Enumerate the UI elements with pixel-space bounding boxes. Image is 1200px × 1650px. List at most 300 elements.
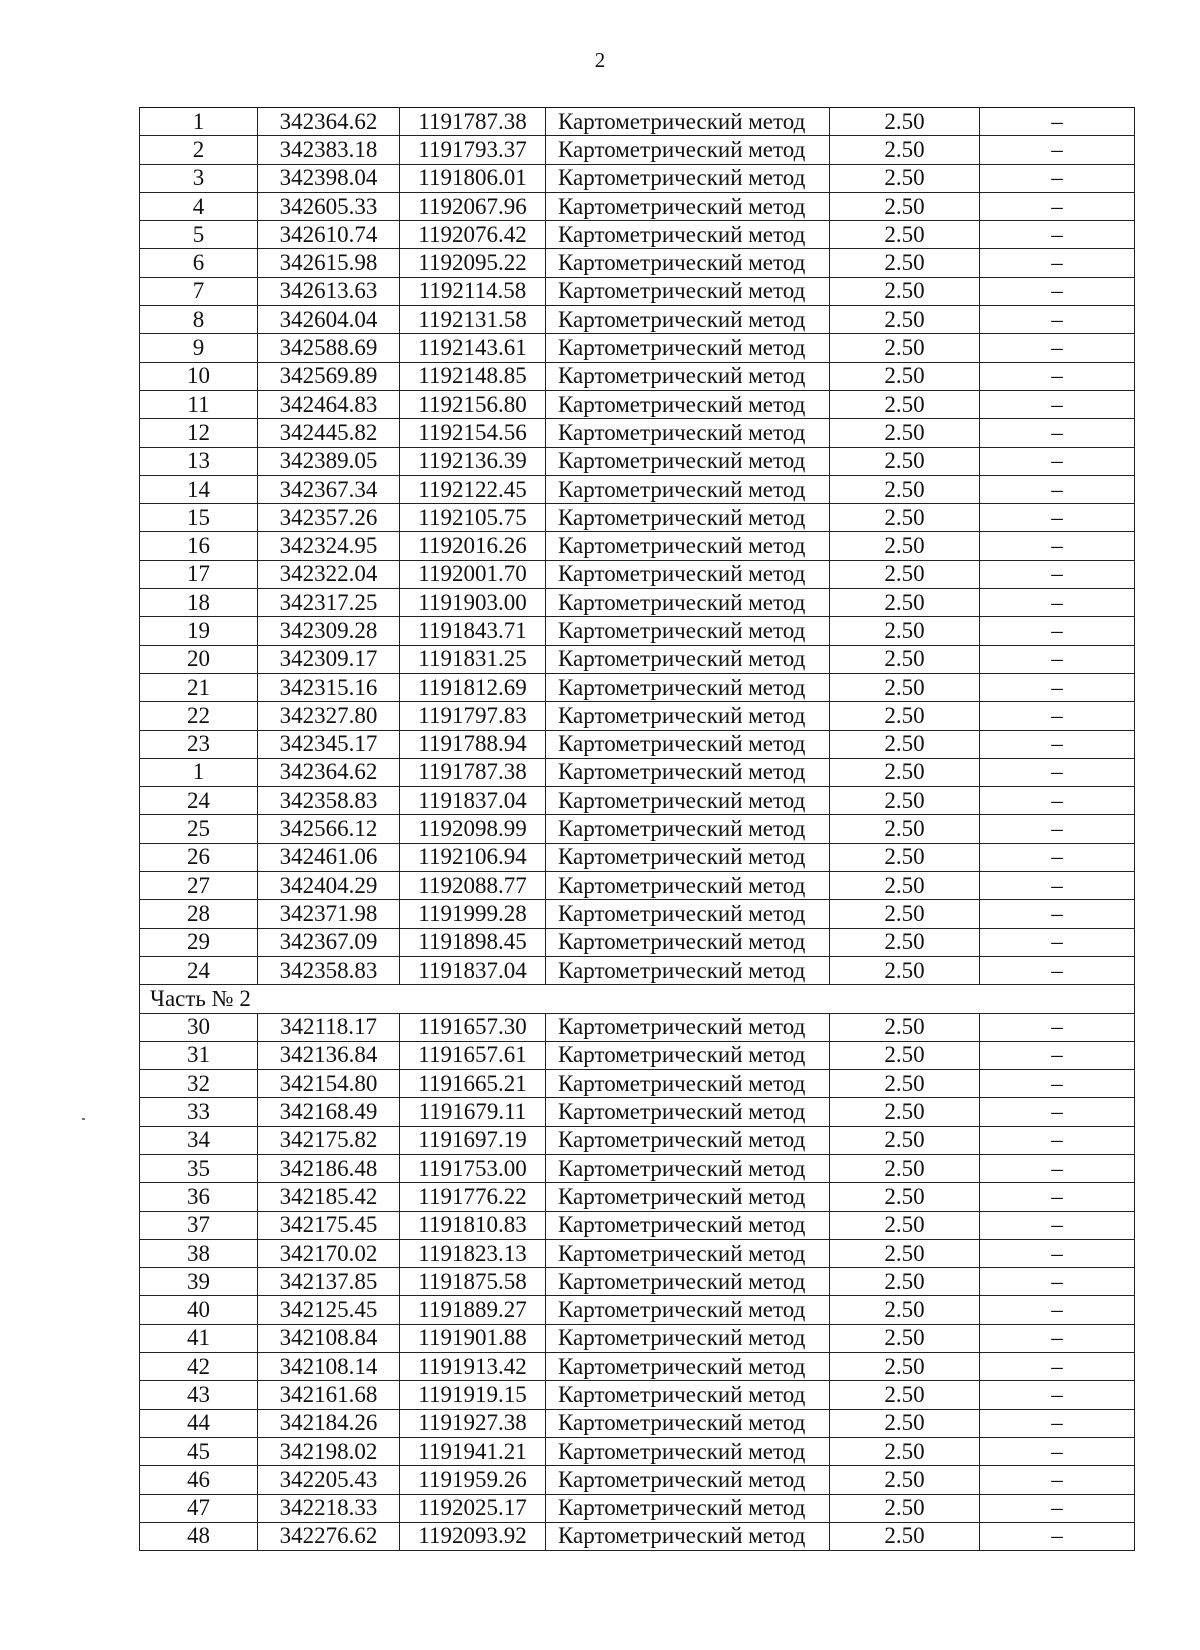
note-cell: – (980, 334, 1135, 362)
x-coordinate-cell: 342604.04 (258, 306, 400, 334)
note-cell: – (980, 1466, 1135, 1494)
table-row (140, 645, 1135, 673)
table-row (140, 136, 1135, 164)
table-row (140, 362, 1135, 390)
note-cell: – (980, 589, 1135, 617)
x-coordinate-cell: 342461.06 (258, 843, 400, 871)
method-cell: Картометрический метод (546, 1154, 830, 1182)
method-cell: Картометрический метод (546, 1409, 830, 1437)
accuracy-cell: 2.50 (830, 221, 980, 249)
point-number-cell: 15 (140, 504, 258, 532)
accuracy-cell: 2.50 (830, 900, 980, 928)
y-coordinate-cell: 1191806.01 (400, 164, 546, 192)
accuracy-cell: 2.50 (830, 560, 980, 588)
point-number-cell: 1 (140, 108, 258, 136)
note-cell: – (980, 815, 1135, 843)
method-cell: Картометрический метод (546, 249, 830, 277)
note-cell: – (980, 1409, 1135, 1437)
y-coordinate-cell: 1192067.96 (400, 192, 546, 220)
accuracy-cell: 2.50 (830, 758, 980, 786)
method-cell: Картометрический метод (546, 560, 830, 588)
point-number-cell: 13 (140, 447, 258, 475)
accuracy-cell: 2.50 (830, 1041, 980, 1069)
point-number-cell: 40 (140, 1296, 258, 1324)
y-coordinate-cell: 1191903.00 (400, 589, 546, 617)
method-cell: Картометрический метод (546, 1522, 830, 1550)
point-number-cell: 46 (140, 1466, 258, 1494)
method-cell: Картометрический метод (546, 390, 830, 418)
accuracy-cell: 2.50 (830, 475, 980, 503)
x-coordinate-cell: 342322.04 (258, 560, 400, 588)
x-coordinate-cell: 342175.45 (258, 1211, 400, 1239)
method-cell: Картометрический метод (546, 1041, 830, 1069)
x-coordinate-cell: 342185.42 (258, 1183, 400, 1211)
point-number-cell: 4 (140, 192, 258, 220)
method-cell: Картометрический метод (546, 589, 830, 617)
note-cell: – (980, 164, 1135, 192)
point-number-cell: 32 (140, 1070, 258, 1098)
table-row (140, 702, 1135, 730)
y-coordinate-cell: 1191797.83 (400, 702, 546, 730)
point-number-cell: 17 (140, 560, 258, 588)
method-cell: Картометрический метод (546, 702, 830, 730)
note-cell: – (980, 758, 1135, 786)
x-coordinate-cell: 342358.83 (258, 956, 400, 984)
method-cell: Картометрический метод (546, 815, 830, 843)
table-row (140, 1154, 1135, 1182)
point-number-cell: 43 (140, 1381, 258, 1409)
table-row (140, 277, 1135, 305)
method-cell: Картометрический метод (546, 1437, 830, 1465)
note-cell: – (980, 900, 1135, 928)
y-coordinate-cell: 1192076.42 (400, 221, 546, 249)
note-cell: – (980, 1126, 1135, 1154)
table-row (140, 1041, 1135, 1069)
y-coordinate-cell: 1191753.00 (400, 1154, 546, 1182)
y-coordinate-cell: 1191787.38 (400, 758, 546, 786)
table-row (140, 164, 1135, 192)
table-row (140, 900, 1135, 928)
y-coordinate-cell: 1191919.15 (400, 1381, 546, 1409)
accuracy-cell: 2.50 (830, 192, 980, 220)
table-row (140, 532, 1135, 560)
accuracy-cell: 2.50 (830, 1013, 980, 1041)
point-number-cell: 38 (140, 1239, 258, 1267)
accuracy-cell: 2.50 (830, 108, 980, 136)
note-cell: – (980, 673, 1135, 701)
accuracy-cell: 2.50 (830, 872, 980, 900)
y-coordinate-cell: 1192148.85 (400, 362, 546, 390)
accuracy-cell: 2.50 (830, 1154, 980, 1182)
x-coordinate-cell: 342569.89 (258, 362, 400, 390)
accuracy-cell: 2.50 (830, 1466, 980, 1494)
coordinates-table (139, 107, 1135, 1551)
note-cell: – (980, 1296, 1135, 1324)
x-coordinate-cell: 342184.26 (258, 1409, 400, 1437)
table-row (140, 758, 1135, 786)
point-number-cell: 9 (140, 334, 258, 362)
accuracy-cell: 2.50 (830, 645, 980, 673)
part-label: Часть № 2 (140, 985, 1135, 1013)
table-row (140, 730, 1135, 758)
note-cell: – (980, 221, 1135, 249)
note-cell: – (980, 249, 1135, 277)
method-cell: Картометрический метод (546, 192, 830, 220)
table-row (140, 192, 1135, 220)
table-row (140, 419, 1135, 447)
y-coordinate-cell: 1192095.22 (400, 249, 546, 277)
y-coordinate-cell: 1192016.26 (400, 532, 546, 560)
point-number-cell: 11 (140, 390, 258, 418)
table-row (140, 1098, 1135, 1126)
method-cell: Картометрический метод (546, 532, 830, 560)
note-cell: – (980, 956, 1135, 984)
note-cell: – (980, 1154, 1135, 1182)
y-coordinate-cell: 1191843.71 (400, 617, 546, 645)
x-coordinate-cell: 342404.29 (258, 872, 400, 900)
method-cell: Картометрический метод (546, 334, 830, 362)
x-coordinate-cell: 342136.84 (258, 1041, 400, 1069)
y-coordinate-cell: 1191901.88 (400, 1324, 546, 1352)
y-coordinate-cell: 1192105.75 (400, 504, 546, 532)
note-cell: – (980, 532, 1135, 560)
method-cell: Картометрический метод (546, 447, 830, 475)
x-coordinate-cell: 342605.33 (258, 192, 400, 220)
y-coordinate-cell: 1191812.69 (400, 673, 546, 701)
table-row (140, 1466, 1135, 1494)
accuracy-cell: 2.50 (830, 136, 980, 164)
note-cell: – (980, 843, 1135, 871)
method-cell: Картометрический метод (546, 843, 830, 871)
y-coordinate-cell: 1191999.28 (400, 900, 546, 928)
table-row (140, 1437, 1135, 1465)
x-coordinate-cell: 342383.18 (258, 136, 400, 164)
y-coordinate-cell: 1191810.83 (400, 1211, 546, 1239)
table-row (140, 872, 1135, 900)
method-cell: Картометрический метод (546, 108, 830, 136)
accuracy-cell: 2.50 (830, 1098, 980, 1126)
x-coordinate-cell: 342324.95 (258, 532, 400, 560)
method-cell: Картометрический метод (546, 1324, 830, 1352)
point-number-cell: 5 (140, 221, 258, 249)
method-cell: Картометрический метод (546, 362, 830, 390)
accuracy-cell: 2.50 (830, 1409, 980, 1437)
note-cell: – (980, 928, 1135, 956)
y-coordinate-cell: 1191831.25 (400, 645, 546, 673)
note-cell: – (980, 504, 1135, 532)
x-coordinate-cell: 342445.82 (258, 419, 400, 447)
accuracy-cell: 2.50 (830, 164, 980, 192)
method-cell: Картометрический метод (546, 164, 830, 192)
table-row (140, 1013, 1135, 1041)
note-cell: – (980, 1268, 1135, 1296)
x-coordinate-cell: 342357.26 (258, 504, 400, 532)
x-coordinate-cell: 342398.04 (258, 164, 400, 192)
point-number-cell: 21 (140, 673, 258, 701)
y-coordinate-cell: 1191788.94 (400, 730, 546, 758)
x-coordinate-cell: 342168.49 (258, 1098, 400, 1126)
note-cell: – (980, 1070, 1135, 1098)
point-number-cell: 8 (140, 306, 258, 334)
point-number-cell: 12 (140, 419, 258, 447)
table-row (140, 1070, 1135, 1098)
point-number-cell: 36 (140, 1183, 258, 1211)
point-number-cell: 42 (140, 1353, 258, 1381)
method-cell: Картометрический метод (546, 1183, 830, 1211)
y-coordinate-cell: 1191665.21 (400, 1070, 546, 1098)
note-cell: – (980, 108, 1135, 136)
y-coordinate-cell: 1192001.70 (400, 560, 546, 588)
table-row (140, 1353, 1135, 1381)
y-coordinate-cell: 1192156.80 (400, 390, 546, 418)
point-number-cell: 2 (140, 136, 258, 164)
point-number-cell: 10 (140, 362, 258, 390)
point-number-cell: 48 (140, 1522, 258, 1550)
accuracy-cell: 2.50 (830, 617, 980, 645)
coordinates-table-body (140, 108, 1135, 1551)
table-row (140, 1126, 1135, 1154)
point-number-cell: 28 (140, 900, 258, 928)
point-number-cell: 26 (140, 843, 258, 871)
note-cell: – (980, 1353, 1135, 1381)
table-row (140, 1211, 1135, 1239)
x-coordinate-cell: 342175.82 (258, 1126, 400, 1154)
y-coordinate-cell: 1191889.27 (400, 1296, 546, 1324)
table-row (140, 843, 1135, 871)
y-coordinate-cell: 1191793.37 (400, 136, 546, 164)
x-coordinate-cell: 342367.09 (258, 928, 400, 956)
method-cell: Картометрический метод (546, 1381, 830, 1409)
point-number-cell: 41 (140, 1324, 258, 1352)
y-coordinate-cell: 1192098.99 (400, 815, 546, 843)
table-row (140, 306, 1135, 334)
method-cell: Картометрический метод (546, 1239, 830, 1267)
x-coordinate-cell: 342389.05 (258, 447, 400, 475)
note-cell: – (980, 1183, 1135, 1211)
accuracy-cell: 2.50 (830, 532, 980, 560)
y-coordinate-cell: 1191898.45 (400, 928, 546, 956)
accuracy-cell: 2.50 (830, 1070, 980, 1098)
table-row (140, 1183, 1135, 1211)
point-number-cell: 24 (140, 956, 258, 984)
accuracy-cell: 2.50 (830, 362, 980, 390)
accuracy-cell: 2.50 (830, 1183, 980, 1211)
point-number-cell: 18 (140, 589, 258, 617)
y-coordinate-cell: 1191875.58 (400, 1268, 546, 1296)
x-coordinate-cell: 342615.98 (258, 249, 400, 277)
accuracy-cell: 2.50 (830, 1381, 980, 1409)
table-row (140, 249, 1135, 277)
accuracy-cell: 2.50 (830, 277, 980, 305)
x-coordinate-cell: 342108.14 (258, 1353, 400, 1381)
table-row (140, 1324, 1135, 1352)
point-number-cell: 23 (140, 730, 258, 758)
table-row (140, 1381, 1135, 1409)
note-cell: – (980, 1522, 1135, 1550)
x-coordinate-cell: 342125.45 (258, 1296, 400, 1324)
x-coordinate-cell: 342218.33 (258, 1494, 400, 1522)
x-coordinate-cell: 342198.02 (258, 1437, 400, 1465)
accuracy-cell: 2.50 (830, 787, 980, 815)
x-coordinate-cell: 342309.17 (258, 645, 400, 673)
accuracy-cell: 2.50 (830, 447, 980, 475)
y-coordinate-cell: 1192143.61 (400, 334, 546, 362)
note-cell: – (980, 872, 1135, 900)
table-row (140, 673, 1135, 701)
table-row (140, 390, 1135, 418)
method-cell: Картометрический метод (546, 475, 830, 503)
table-row (140, 815, 1135, 843)
table-row (140, 1296, 1135, 1324)
point-number-cell: 16 (140, 532, 258, 560)
accuracy-cell: 2.50 (830, 589, 980, 617)
point-number-cell: 47 (140, 1494, 258, 1522)
accuracy-cell: 2.50 (830, 702, 980, 730)
x-coordinate-cell: 342327.80 (258, 702, 400, 730)
method-cell: Картометрический метод (546, 306, 830, 334)
table-row (140, 475, 1135, 503)
y-coordinate-cell: 1192088.77 (400, 872, 546, 900)
method-cell: Картометрический метод (546, 956, 830, 984)
x-coordinate-cell: 342371.98 (258, 900, 400, 928)
x-coordinate-cell: 342137.85 (258, 1268, 400, 1296)
accuracy-cell: 2.50 (830, 1437, 980, 1465)
note-cell: – (980, 702, 1135, 730)
method-cell: Картометрический метод (546, 758, 830, 786)
accuracy-cell: 2.50 (830, 928, 980, 956)
x-coordinate-cell: 342161.68 (258, 1381, 400, 1409)
method-cell: Картометрический метод (546, 1494, 830, 1522)
y-coordinate-cell: 1191776.22 (400, 1183, 546, 1211)
accuracy-cell: 2.50 (830, 1522, 980, 1550)
table-row (140, 560, 1135, 588)
note-cell: – (980, 192, 1135, 220)
method-cell: Картометрический метод (546, 136, 830, 164)
method-cell: Картометрический метод (546, 277, 830, 305)
x-coordinate-cell: 342464.83 (258, 390, 400, 418)
accuracy-cell: 2.50 (830, 306, 980, 334)
point-number-cell: 30 (140, 1013, 258, 1041)
x-coordinate-cell: 342205.43 (258, 1466, 400, 1494)
y-coordinate-cell: 1191657.61 (400, 1041, 546, 1069)
x-coordinate-cell: 342170.02 (258, 1239, 400, 1267)
x-coordinate-cell: 342358.83 (258, 787, 400, 815)
note-cell: – (980, 1381, 1135, 1409)
accuracy-cell: 2.50 (830, 1211, 980, 1239)
note-cell: – (980, 475, 1135, 503)
table-row (140, 221, 1135, 249)
method-cell: Картометрический метод (546, 1466, 830, 1494)
x-coordinate-cell: 342186.48 (258, 1154, 400, 1182)
method-cell: Картометрический метод (546, 617, 830, 645)
note-cell: – (980, 787, 1135, 815)
point-number-cell: 25 (140, 815, 258, 843)
y-coordinate-cell: 1192131.58 (400, 306, 546, 334)
note-cell: – (980, 1324, 1135, 1352)
table-row (140, 504, 1135, 532)
accuracy-cell: 2.50 (830, 419, 980, 447)
method-cell: Картометрический метод (546, 221, 830, 249)
note-cell: – (980, 447, 1135, 475)
y-coordinate-cell: 1191941.21 (400, 1437, 546, 1465)
accuracy-cell: 2.50 (830, 1353, 980, 1381)
y-coordinate-cell: 1191823.13 (400, 1239, 546, 1267)
x-coordinate-cell: 342367.34 (258, 475, 400, 503)
point-number-cell: 33 (140, 1098, 258, 1126)
note-cell: – (980, 136, 1135, 164)
method-cell: Картометрический метод (546, 1013, 830, 1041)
table-row (140, 1494, 1135, 1522)
note-cell: – (980, 560, 1135, 588)
method-cell: Картометрический метод (546, 928, 830, 956)
table-row (140, 447, 1135, 475)
point-number-cell: 7 (140, 277, 258, 305)
method-cell: Картометрический метод (546, 1098, 830, 1126)
y-coordinate-cell: 1192025.17 (400, 1494, 546, 1522)
method-cell: Картометрический метод (546, 1296, 830, 1324)
method-cell: Картометрический метод (546, 419, 830, 447)
accuracy-cell: 2.50 (830, 1296, 980, 1324)
note-cell: – (980, 277, 1135, 305)
table-row (140, 334, 1135, 362)
table-row (140, 1522, 1135, 1550)
method-cell: Картометрический метод (546, 730, 830, 758)
point-number-cell: 31 (140, 1041, 258, 1069)
accuracy-cell: 2.50 (830, 843, 980, 871)
x-coordinate-cell: 342613.63 (258, 277, 400, 305)
point-number-cell: 45 (140, 1437, 258, 1465)
y-coordinate-cell: 1191787.38 (400, 108, 546, 136)
page-number: 2 (594, 48, 606, 72)
y-coordinate-cell: 1192093.92 (400, 1522, 546, 1550)
x-coordinate-cell: 342345.17 (258, 730, 400, 758)
point-number-cell: 35 (140, 1154, 258, 1182)
note-cell: – (980, 362, 1135, 390)
point-number-cell: 6 (140, 249, 258, 277)
point-number-cell: 3 (140, 164, 258, 192)
y-coordinate-cell: 1191837.04 (400, 787, 546, 815)
y-coordinate-cell: 1192154.56 (400, 419, 546, 447)
x-coordinate-cell: 342315.16 (258, 673, 400, 701)
x-coordinate-cell: 342118.17 (258, 1013, 400, 1041)
y-coordinate-cell: 1191959.26 (400, 1466, 546, 1494)
note-cell: – (980, 617, 1135, 645)
note-cell: – (980, 1041, 1135, 1069)
note-cell: – (980, 390, 1135, 418)
point-number-cell: 27 (140, 872, 258, 900)
note-cell: – (980, 1437, 1135, 1465)
point-number-cell: 37 (140, 1211, 258, 1239)
x-coordinate-cell: 342364.62 (258, 108, 400, 136)
method-cell: Картометрический метод (546, 1126, 830, 1154)
y-coordinate-cell: 1191837.04 (400, 956, 546, 984)
y-coordinate-cell: 1191927.38 (400, 1409, 546, 1437)
x-coordinate-cell: 342588.69 (258, 334, 400, 362)
table-row (140, 1239, 1135, 1267)
method-cell: Картометрический метод (546, 673, 830, 701)
accuracy-cell: 2.50 (830, 1494, 980, 1522)
table-row (140, 108, 1135, 136)
point-number-cell: 24 (140, 787, 258, 815)
accuracy-cell: 2.50 (830, 334, 980, 362)
y-coordinate-cell: 1192122.45 (400, 475, 546, 503)
accuracy-cell: 2.50 (830, 956, 980, 984)
point-number-cell: 22 (140, 702, 258, 730)
x-coordinate-cell: 342317.25 (258, 589, 400, 617)
note-cell: – (980, 645, 1135, 673)
y-coordinate-cell: 1191657.30 (400, 1013, 546, 1041)
x-coordinate-cell: 342610.74 (258, 221, 400, 249)
